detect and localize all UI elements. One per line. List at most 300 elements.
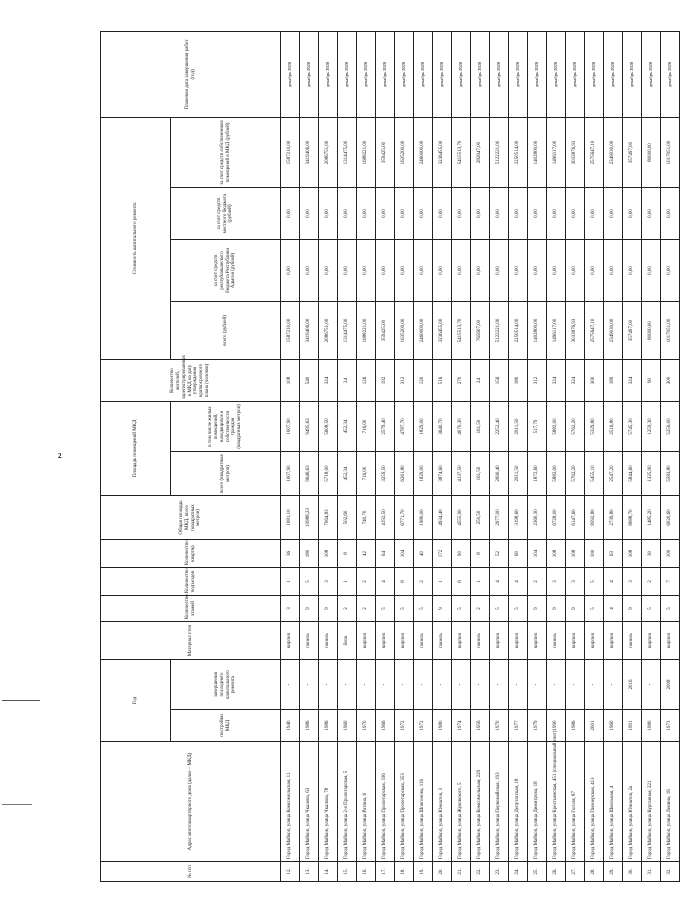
year-built-cell: 1980 bbox=[433, 710, 452, 742]
cost-owners-cell: 3033876,93 bbox=[566, 117, 585, 187]
area-private-cell: 517,79 bbox=[528, 401, 547, 451]
cost-owners-cell: 359425,00 bbox=[376, 117, 395, 187]
row-number: 15. bbox=[338, 862, 357, 882]
address-cell: Город Майкоп, улица Шовгенова, 116 bbox=[414, 742, 433, 862]
deadline-cell: декабрь 2020 bbox=[338, 31, 357, 117]
year-repair-cell: - bbox=[452, 659, 471, 709]
residents-cell: 312 bbox=[528, 359, 547, 401]
cost-republic-cell: 0,00 bbox=[414, 239, 433, 301]
cost-local-cell: 0,00 bbox=[490, 187, 509, 239]
residents-cell: 192 bbox=[376, 359, 395, 401]
address-cell: Город Майкоп, улица 2-я Пролетарская, 5 bbox=[338, 742, 357, 862]
header-wall-material: Материал стен bbox=[101, 621, 281, 659]
material-cell: панель bbox=[300, 621, 319, 659]
header-year-group: Год bbox=[101, 659, 171, 741]
entrances-cell: 7 bbox=[661, 567, 680, 595]
entrances-cell: 4 bbox=[490, 567, 509, 595]
cost-republic-cell: 0,00 bbox=[642, 239, 661, 301]
total-area-cell: 6728,00 bbox=[547, 495, 566, 539]
area-total-cell: 1007,90 bbox=[281, 451, 300, 495]
cost-owners-cell: 1402800,00 bbox=[528, 117, 547, 187]
cost-republic-cell: 0,00 bbox=[433, 239, 452, 301]
address-cell: Город Майкоп, улица Пролетарская, 336 bbox=[376, 742, 395, 862]
residents-cell: 180 bbox=[509, 359, 528, 401]
header-year-built: постройки МКД bbox=[171, 710, 281, 742]
deadline-cell: декабрь 2020 bbox=[433, 31, 452, 117]
row-number: 21. bbox=[452, 862, 471, 882]
cost-republic-cell: 0,00 bbox=[623, 239, 642, 301]
residents-cell: 156 bbox=[490, 359, 509, 401]
address-cell: Город Майкоп, улица Чкалова, 78 bbox=[319, 742, 338, 862]
total-area-cell: 7064,83 bbox=[319, 495, 338, 539]
cost-republic-cell: 0,00 bbox=[566, 239, 585, 301]
row-number: 19. bbox=[414, 862, 433, 882]
area-total-cell: 6261,80 bbox=[395, 451, 414, 495]
table-row bbox=[414, 31, 433, 881]
entrances-cell: 2 bbox=[642, 567, 661, 595]
apartments-cell: 180 bbox=[300, 539, 319, 567]
table-row bbox=[300, 31, 319, 881]
cost-total-cell: 1496117,00 bbox=[547, 301, 566, 359]
cost-owners-cell: 2086751,00 bbox=[319, 117, 338, 187]
row-number: 22. bbox=[471, 862, 490, 882]
area-total-cell: 1829,00 bbox=[414, 451, 433, 495]
year-repair-cell: - bbox=[414, 659, 433, 709]
year-built-cell: 1970 bbox=[357, 710, 376, 742]
material-cell: панель bbox=[547, 621, 566, 659]
header-total-area: Общая площадь МКД, всего (квадратных метров) bbox=[101, 495, 281, 539]
cost-total-cell: 3419406,00 bbox=[300, 301, 319, 359]
floors-cell: 5 bbox=[395, 595, 414, 621]
floors-cell: 9 bbox=[319, 595, 338, 621]
year-repair-cell: - bbox=[357, 659, 376, 709]
table-row bbox=[281, 31, 300, 881]
cost-republic-cell: 0,00 bbox=[471, 239, 490, 301]
table-row bbox=[604, 31, 623, 881]
total-area-cell: 1980,00 bbox=[414, 495, 433, 539]
apartments-cell: 108 bbox=[623, 539, 642, 567]
floors-cell: 3 bbox=[281, 595, 300, 621]
area-private-cell: 5745,30 bbox=[623, 401, 642, 451]
year-built-cell: 1986 bbox=[300, 710, 319, 742]
table-row bbox=[661, 31, 680, 881]
material-cell: кирпич bbox=[604, 621, 623, 659]
cost-local-cell: 0,00 bbox=[433, 187, 452, 239]
year-repair-cell: - bbox=[509, 659, 528, 709]
material-cell: панель bbox=[623, 621, 642, 659]
table-row bbox=[338, 31, 357, 881]
cost-total-cell: 1587210,00 bbox=[281, 301, 300, 359]
apartments-cell: 8 bbox=[471, 539, 490, 567]
year-built-cell: 1986 bbox=[319, 710, 338, 742]
deadline-cell: декабрь 2020 bbox=[300, 31, 319, 117]
row-number: 29. bbox=[604, 862, 623, 882]
address-cell: Город Майкоп, улица Юннатов, 2а bbox=[623, 742, 642, 862]
total-area-cell: 8088,70 bbox=[623, 495, 642, 539]
address-cell: Город Майкоп, улица Комсомольская, 11 bbox=[281, 742, 300, 862]
apartments-cell: 108 bbox=[547, 539, 566, 567]
year-built-cell: 1979 bbox=[528, 710, 547, 742]
area-private-cell: 5762,20 bbox=[566, 401, 585, 451]
cost-total-cell: 357497,00 bbox=[623, 301, 642, 359]
deadline-cell: декабрь 2020 bbox=[490, 31, 509, 117]
entrances-cell: 2 bbox=[414, 567, 433, 595]
material-cell: кирпич bbox=[395, 621, 414, 659]
floors-cell: 5 bbox=[661, 595, 680, 621]
apartments-cell: 108 bbox=[319, 539, 338, 567]
total-area-cell: 6020,60 bbox=[661, 495, 680, 539]
apartments-cell: 172 bbox=[433, 539, 452, 567]
year-built-cell: 1974 bbox=[452, 710, 471, 742]
floors-cell: 5 bbox=[509, 595, 528, 621]
cost-owners-cell: 2250514,00 bbox=[509, 117, 528, 187]
row-number: 12. bbox=[281, 862, 300, 882]
repair-plan-table bbox=[100, 31, 680, 882]
cost-total-cell: 2086751,00 bbox=[319, 301, 338, 359]
area-total-cell: 452,34 bbox=[338, 451, 357, 495]
apartments-cell: 40 bbox=[414, 539, 433, 567]
row-number: 23. bbox=[490, 862, 509, 882]
total-area-cell: 2360,30 bbox=[528, 495, 547, 539]
year-repair-cell: - bbox=[604, 659, 623, 709]
apartments-cell: 30 bbox=[642, 539, 661, 567]
floors-cell: 2 bbox=[338, 595, 357, 621]
cost-owners-cell: 80000,00 bbox=[642, 117, 661, 187]
cost-local-cell: 0,00 bbox=[376, 187, 395, 239]
entrances-cell: 5 bbox=[300, 567, 319, 595]
entrances-cell: 1 bbox=[338, 567, 357, 595]
apartments-cell: 104 bbox=[528, 539, 547, 567]
cost-total-cell: 80000,00 bbox=[642, 301, 661, 359]
area-total-cell: 9646,63 bbox=[300, 451, 319, 495]
header-area-private: в том числе жилых помещений, находящихся в собственности граждан (квадратных метров) bbox=[171, 401, 281, 451]
area-private-cell: 452,34 bbox=[338, 401, 357, 451]
cost-total-cell: 3033876,93 bbox=[566, 301, 585, 359]
cost-republic-cell: 0,00 bbox=[452, 239, 471, 301]
cost-local-cell: 0,00 bbox=[414, 187, 433, 239]
residents-cell: 324 bbox=[623, 359, 642, 401]
area-total-cell: 5882,00 bbox=[547, 451, 566, 495]
floors-cell: 2 bbox=[357, 595, 376, 621]
row-number: 32. bbox=[661, 862, 680, 882]
cost-total-cell: 1402800,00 bbox=[528, 301, 547, 359]
residents-cell: 120 bbox=[414, 359, 433, 401]
year-built-cell: 1986 bbox=[566, 710, 585, 742]
area-private-cell: 1829,00 bbox=[414, 401, 433, 451]
material-cell: кирпич bbox=[357, 621, 376, 659]
floors-cell: 5 bbox=[490, 595, 509, 621]
cost-republic-cell: 0,00 bbox=[300, 239, 319, 301]
deadline-cell: декабрь 2020 bbox=[547, 31, 566, 117]
row-number: 25. bbox=[528, 862, 547, 882]
total-area-cell: 10988,23 bbox=[300, 495, 319, 539]
area-private-cell: 161,50 bbox=[471, 401, 490, 451]
floors-cell: 2 bbox=[471, 595, 490, 621]
cost-owners-cell: 1314475,00 bbox=[338, 117, 357, 187]
row-number: 20. bbox=[433, 862, 452, 882]
floors-cell: 5 bbox=[642, 595, 661, 621]
total-area-cell: 2739,80 bbox=[604, 495, 623, 539]
material-cell: кирпич bbox=[509, 621, 528, 659]
year-built-cell: 1972 bbox=[414, 710, 433, 742]
deadline-cell: декабрь 2020 bbox=[395, 31, 414, 117]
area-private-cell: 2579,40 bbox=[376, 401, 395, 451]
table-row bbox=[490, 31, 509, 881]
margin-line-lower bbox=[2, 804, 32, 805]
total-area-cell: 1485,20 bbox=[642, 495, 661, 539]
table-row bbox=[547, 31, 566, 881]
total-area-cell: 2977,00 bbox=[490, 495, 509, 539]
apartments-cell: 64 bbox=[376, 539, 395, 567]
cost-local-cell: 0,00 bbox=[338, 187, 357, 239]
material-cell: кирпич bbox=[566, 621, 585, 659]
entrances-cell: 6 bbox=[452, 567, 471, 595]
page-number: 2 bbox=[58, 452, 62, 460]
header-n: № п/п bbox=[101, 862, 281, 882]
deadline-cell: декабрь 2020 bbox=[661, 31, 680, 117]
cost-local-cell: 0,00 bbox=[604, 187, 623, 239]
residents-cell: 24 bbox=[471, 359, 490, 401]
floors-cell: 5 bbox=[585, 595, 604, 621]
year-built-cell: 1972 bbox=[395, 710, 414, 742]
year-built-cell: 1980 bbox=[642, 710, 661, 742]
address-cell: Город Майкоп, улица Крестьянская, 451 (специальный счет) bbox=[547, 742, 566, 862]
address-cell: Город Майкоп, улица Комсомольская, 229 bbox=[471, 742, 490, 862]
total-area-cell: 250,50 bbox=[471, 495, 490, 539]
entrances-cell: 1 bbox=[281, 567, 300, 595]
cost-local-cell: 0,00 bbox=[281, 187, 300, 239]
residents-cell: 108 bbox=[281, 359, 300, 401]
floors-cell: 9 bbox=[547, 595, 566, 621]
row-number: 17. bbox=[376, 862, 395, 882]
cost-republic-cell: 0,00 bbox=[281, 239, 300, 301]
address-cell: Город Майкоп, улица Гоголя, 87 bbox=[566, 742, 585, 862]
area-total-cell: 5718,00 bbox=[319, 451, 338, 495]
cost-total-cell: 2250514,00 bbox=[509, 301, 528, 359]
cost-local-cell: 0,00 bbox=[528, 187, 547, 239]
cost-owners-cell: 1688221,00 bbox=[357, 117, 376, 187]
cost-total-cell: 1314475,00 bbox=[338, 301, 357, 359]
header-apartments: Количество квартир bbox=[101, 539, 281, 567]
cost-owners-cell: 1635200,00 bbox=[395, 117, 414, 187]
row-number: 28. bbox=[585, 862, 604, 882]
cost-owners-cell: 1496117,00 bbox=[547, 117, 566, 187]
cost-owners-cell: 3419406,00 bbox=[300, 117, 319, 187]
deadline-cell: декабрь 2020 bbox=[319, 31, 338, 117]
area-private-cell: 9495,63 bbox=[300, 401, 319, 451]
header-address: Адрес многоквартирного дома (далее – МКД) bbox=[101, 742, 281, 862]
row-number: 16. bbox=[357, 862, 376, 882]
total-area-cell: 6771,70 bbox=[395, 495, 414, 539]
address-cell: Город Майкоп, улица Жуковского, 5 bbox=[452, 742, 471, 862]
residents-cell: 90 bbox=[642, 359, 661, 401]
cost-republic-cell: 0,00 bbox=[319, 239, 338, 301]
deadline-cell: декабрь 2020 bbox=[566, 31, 585, 117]
cost-owners-cell: 282647,00 bbox=[471, 117, 490, 187]
address-cell: Город Майкоп, улица Ленина, 16 bbox=[661, 742, 680, 862]
year-repair-cell: 2008 bbox=[661, 659, 680, 709]
year-repair-cell: - bbox=[338, 659, 357, 709]
row-number: 18. bbox=[395, 862, 414, 882]
cost-local-cell: 0,00 bbox=[452, 187, 471, 239]
deadline-cell: декабрь 2020 bbox=[281, 31, 300, 117]
area-total-cell: 4137,50 bbox=[452, 451, 471, 495]
apartments-cell: 90 bbox=[452, 539, 471, 567]
area-total-cell: 3874,60 bbox=[433, 451, 452, 495]
year-built-cell: 1956 bbox=[471, 710, 490, 742]
year-built-cell: 1991 bbox=[623, 710, 642, 742]
header-year-repair: завершения последнего капитального ремонта bbox=[171, 659, 281, 709]
residents-cell: 24 bbox=[338, 359, 357, 401]
area-private-cell: 4070,30 bbox=[452, 401, 471, 451]
year-repair-cell: - bbox=[585, 659, 604, 709]
year-repair-cell: - bbox=[471, 659, 490, 709]
margin-line bbox=[2, 700, 40, 701]
residents-cell: 540 bbox=[300, 359, 319, 401]
year-repair-cell: - bbox=[319, 659, 338, 709]
cost-owners-cell: 5415513,70 bbox=[452, 117, 471, 187]
header-area-total: всего (квадратных метров) bbox=[171, 451, 281, 495]
material-cell: кирпич bbox=[528, 621, 547, 659]
table-row bbox=[395, 31, 414, 881]
table-row bbox=[471, 31, 490, 881]
residents-cell: 300 bbox=[661, 359, 680, 401]
area-total-cell: 5583,80 bbox=[661, 451, 680, 495]
residents-cell: 270 bbox=[452, 359, 471, 401]
cost-owners-cell: 5122221,00 bbox=[490, 117, 509, 187]
entrances-cell: 2 bbox=[528, 567, 547, 595]
area-private-cell: 5608,50 bbox=[319, 401, 338, 451]
material-cell: кирпич bbox=[490, 621, 509, 659]
area-total-cell: 2690,40 bbox=[490, 451, 509, 495]
table-row bbox=[319, 31, 338, 881]
entrances-cell: 3 bbox=[623, 567, 642, 595]
apartments-cell: 42 bbox=[357, 539, 376, 567]
header-cost-republic: за счет средств республиканского бюджета Республики Адыгея (рублей) bbox=[171, 239, 281, 301]
floors-cell: 4 bbox=[604, 595, 623, 621]
area-total-cell: 716,00 bbox=[357, 451, 376, 495]
table-row bbox=[433, 31, 452, 881]
year-built-cell: 1977 bbox=[509, 710, 528, 742]
year-repair-cell: - bbox=[490, 659, 509, 709]
floors-cell: 9 bbox=[566, 595, 585, 621]
residents-cell: 324 bbox=[566, 359, 585, 401]
deadline-cell: декабрь 2020 bbox=[376, 31, 395, 117]
table-row bbox=[623, 31, 642, 881]
deadline-cell: декабрь 2020 bbox=[528, 31, 547, 117]
area-total-cell: 1872,60 bbox=[528, 451, 547, 495]
floors-cell: 9 bbox=[528, 595, 547, 621]
area-private-cell: 1259,30 bbox=[642, 401, 661, 451]
row-number: 26. bbox=[547, 862, 566, 882]
row-number: 31. bbox=[642, 862, 661, 882]
deadline-cell: декабрь 2020 bbox=[414, 31, 433, 117]
residents-cell: 312 bbox=[395, 359, 414, 401]
floors-cell: 9 bbox=[433, 595, 452, 621]
entrances-cell: 3 bbox=[319, 567, 338, 595]
year-built-cell: 2001 bbox=[585, 710, 604, 742]
row-number: 24. bbox=[509, 862, 528, 882]
entrances-cell: 8 bbox=[395, 567, 414, 595]
area-private-cell: 3640,70 bbox=[433, 401, 452, 451]
entrances-cell: 4 bbox=[376, 567, 395, 595]
header-entrances: Количество подъездов bbox=[101, 567, 281, 595]
address-cell: Город Майкоп, улица Школьная, 4 bbox=[604, 742, 623, 862]
apartments-cell: 52 bbox=[490, 539, 509, 567]
year-repair-cell: - bbox=[566, 659, 585, 709]
floors-cell: 9 bbox=[623, 595, 642, 621]
cost-owners-cell: 2460000,00 bbox=[414, 117, 433, 187]
rotated-table-container bbox=[100, 32, 673, 882]
material-cell: блок bbox=[338, 621, 357, 659]
address-cell: Город Майкоп, улица Юннатов, 3 bbox=[433, 742, 452, 862]
entrances-cell: 1 bbox=[433, 567, 452, 595]
deadline-cell: декабрь 2020 bbox=[357, 31, 376, 117]
cost-owners-cell: 357497,00 bbox=[623, 117, 642, 187]
area-total-cell: 1325,90 bbox=[642, 451, 661, 495]
table-row bbox=[528, 31, 547, 881]
year-repair-cell: - bbox=[376, 659, 395, 709]
area-total-cell: 3259,50 bbox=[376, 451, 395, 495]
cost-republic-cell: 0,00 bbox=[357, 239, 376, 301]
residents-cell: 324 bbox=[319, 359, 338, 401]
deadline-cell: декабрь 2020 bbox=[452, 31, 471, 117]
material-cell: панель bbox=[319, 621, 338, 659]
cost-local-cell: 0,00 bbox=[661, 187, 680, 239]
cost-republic-cell: 0,00 bbox=[661, 239, 680, 301]
floors-cell: 9 bbox=[300, 595, 319, 621]
material-cell: кирпич bbox=[452, 621, 471, 659]
deadline-cell: декабрь 2020 bbox=[471, 31, 490, 117]
cost-republic-cell: 0,00 bbox=[338, 239, 357, 301]
apartments-cell: 100 bbox=[585, 539, 604, 567]
cost-total-cell: 5122221,00 bbox=[490, 301, 509, 359]
material-cell: кирпич bbox=[281, 621, 300, 659]
total-area-cell: 740,70 bbox=[357, 495, 376, 539]
deadline-cell: декабрь 2020 bbox=[604, 31, 623, 117]
area-private-cell: 2911,50 bbox=[509, 401, 528, 451]
deadline-cell: декабрь 2020 bbox=[585, 31, 604, 117]
cost-republic-cell: 0,00 bbox=[395, 239, 414, 301]
address-cell: Город Майкоп, улица Пионерская, 413 bbox=[585, 742, 604, 862]
cost-local-cell: 0,00 bbox=[547, 187, 566, 239]
address-cell: Город Майкоп, улица Курганная, 221 bbox=[642, 742, 661, 862]
cost-local-cell: 0,00 bbox=[509, 187, 528, 239]
cost-total-cell: 1688221,00 bbox=[357, 301, 376, 359]
year-built-cell: 1990 bbox=[547, 710, 566, 742]
table-header bbox=[101, 31, 281, 881]
entrances-cell: 3 bbox=[566, 567, 585, 595]
cost-local-cell: 0,00 bbox=[395, 187, 414, 239]
entrances-cell: 4 bbox=[604, 567, 623, 595]
row-number: 27. bbox=[566, 862, 585, 882]
residents-cell: 324 bbox=[547, 359, 566, 401]
area-private-cell: 716,00 bbox=[357, 401, 376, 451]
header-deadline: Плановая дата завершения работ (год) bbox=[101, 31, 281, 117]
header-cost-local: за счет средств местного бюджета (рублей) bbox=[171, 187, 281, 239]
table-row bbox=[357, 31, 376, 881]
cost-total-cell: 2349030,00 bbox=[604, 301, 623, 359]
header-cost-owners: за счет средств собственников помещений в МКД (рублей) bbox=[171, 117, 281, 187]
table-row bbox=[642, 31, 661, 881]
material-cell: кирпич bbox=[376, 621, 395, 659]
residents-cell: 126 bbox=[357, 359, 376, 401]
cost-local-cell: 0,00 bbox=[585, 187, 604, 239]
year-repair-cell: - bbox=[433, 659, 452, 709]
year-repair-cell: - bbox=[528, 659, 547, 709]
area-total-cell: 5844,60 bbox=[623, 451, 642, 495]
total-area-cell: 4192,50 bbox=[376, 495, 395, 539]
